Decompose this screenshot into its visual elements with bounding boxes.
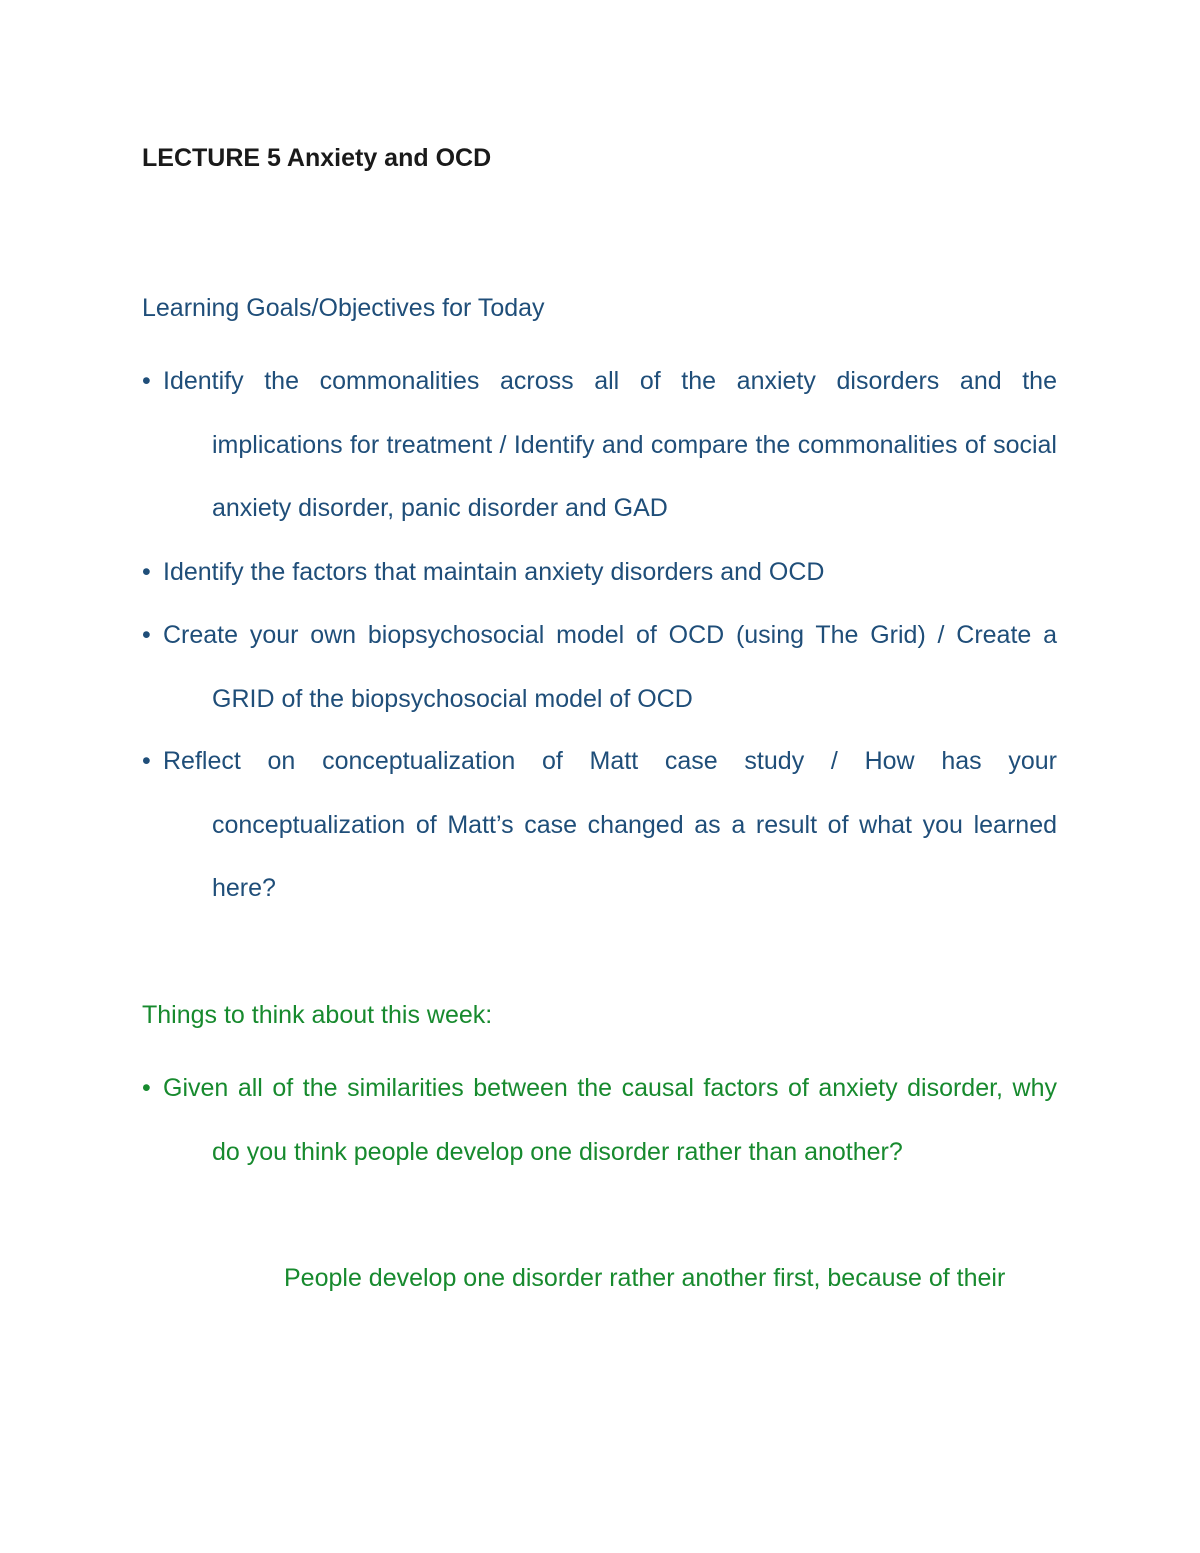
goal-text: Identify the factors that maintain anxiety disorders and OCD xyxy=(163,558,825,586)
goal-item-3 xyxy=(142,604,1057,731)
goal-item-2 xyxy=(142,541,1057,605)
goal-text: Reflect on conceptualization of Matt case study / How has your conceptualization of Matt’s case changed as a result of what you learned here? xyxy=(163,747,1057,902)
goal-text: Create your own biopsychosocial model of OCD (using The Grid) / Create a GRID of the biopsychosocial model of OCD xyxy=(163,621,1057,713)
week-heading: Things to think about this week: xyxy=(142,1001,493,1029)
bullet-icon: • xyxy=(142,367,151,395)
goal-item-1 xyxy=(142,350,1057,541)
goal-text: Identify the commonalities across all of the anxiety disorders and the implications for treatment / Identify and compare the commonalities of social anxiety disorder, panic disorder and GAD xyxy=(163,367,1057,522)
bullet-icon: • xyxy=(142,747,151,775)
bullet-icon: • xyxy=(142,621,151,649)
bullet-icon: • xyxy=(142,558,151,586)
answer-paragraph: People develop one disorder rather another first, because of their xyxy=(284,1264,1006,1292)
page-title: LECTURE 5 Anxiety and OCD xyxy=(142,144,492,172)
goals-heading: Learning Goals/Objectives for Today xyxy=(142,294,545,322)
week-item-1 xyxy=(142,1057,1057,1184)
bullet-icon: • xyxy=(142,1074,151,1102)
goal-item-4 xyxy=(142,730,1057,921)
week-text: Given all of the similarities between the causal factors of anxiety disorder, why do you think people develop one disorder rather than another? xyxy=(163,1074,1057,1166)
